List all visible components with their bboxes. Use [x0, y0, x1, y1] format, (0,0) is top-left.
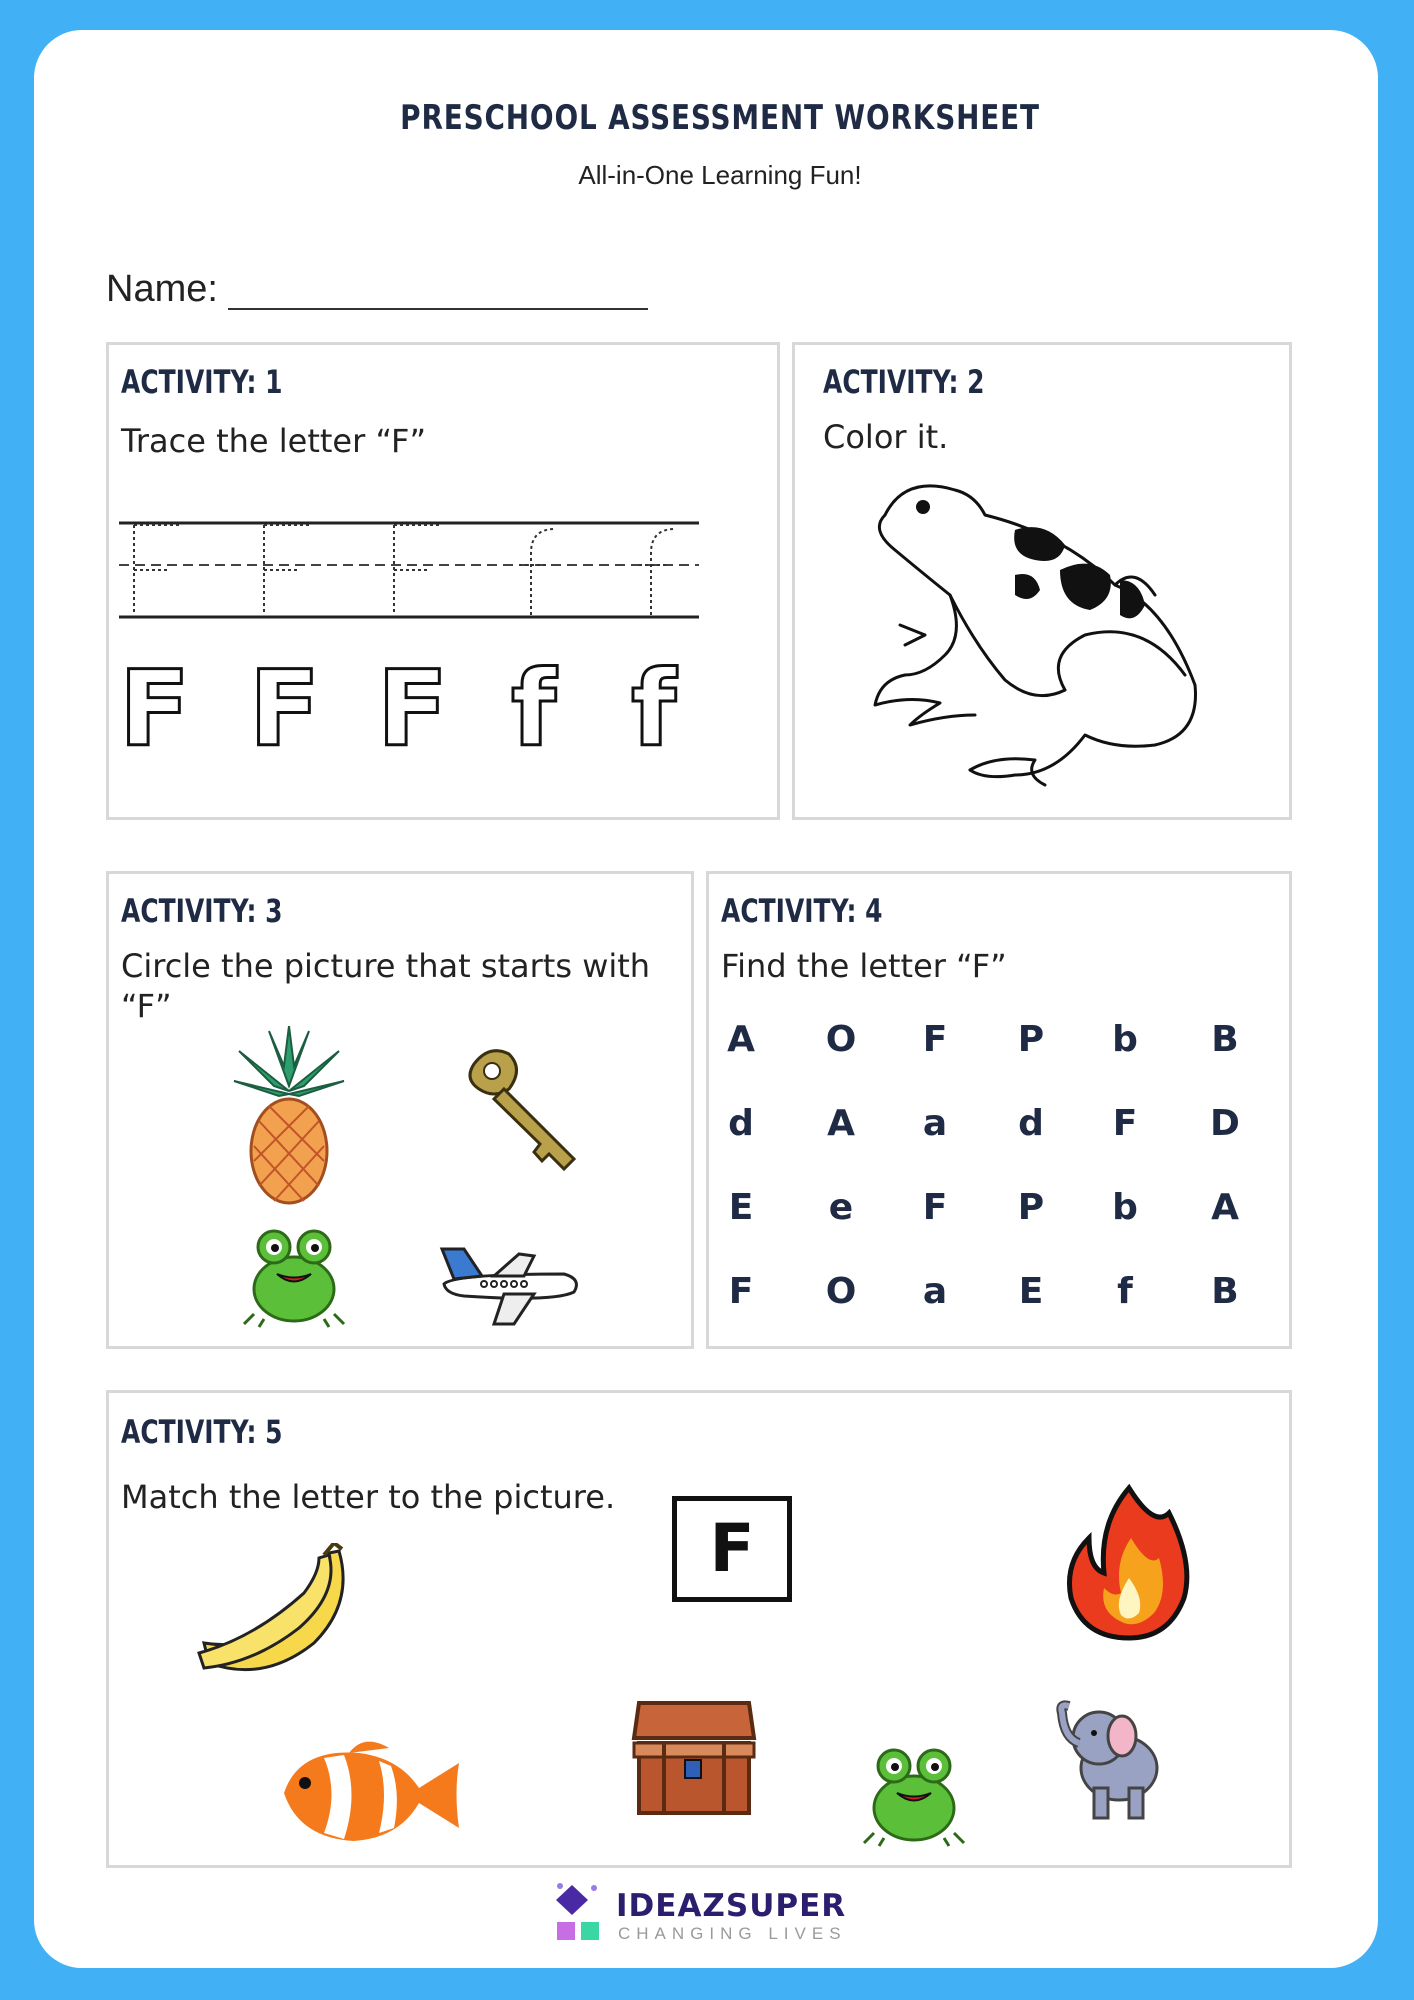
fish-icon[interactable] — [269, 1733, 469, 1848]
match-letter-box[interactable]: F — [672, 1496, 792, 1602]
activity-5-instruction: Match the letter to the picture. — [121, 1478, 616, 1516]
activity-2-heading: ACTIVITY: 2 — [823, 363, 985, 401]
activity-5-heading: ACTIVITY: 5 — [121, 1413, 283, 1451]
trace-letter: F — [377, 648, 449, 770]
name-label: Name: — [106, 268, 218, 310]
activity-4-instruction: Find the letter “F” — [721, 947, 1007, 985]
grid-letter[interactable]: d — [1018, 1103, 1044, 1144]
grid-letter[interactable]: O — [825, 1271, 857, 1312]
page-subtitle: All-in-One Learning Fun! — [578, 160, 862, 190]
trace-letter: F — [119, 648, 191, 770]
grid-letter[interactable]: P — [1017, 1019, 1045, 1060]
banana-icon[interactable] — [194, 1543, 354, 1683]
grid-letter[interactable]: b — [1112, 1019, 1138, 1060]
activity-4-heading: ACTIVITY: 4 — [721, 892, 883, 930]
fire-icon[interactable] — [1059, 1483, 1199, 1643]
activity-4-box — [706, 871, 1292, 1349]
frog-coloring-icon[interactable] — [865, 475, 1225, 795]
activity-1-box — [106, 342, 780, 820]
grid-letter[interactable]: F — [728, 1271, 754, 1312]
grid-letter[interactable]: f — [1117, 1271, 1133, 1312]
trace-letter: F — [249, 648, 321, 770]
grid-letter[interactable]: d — [728, 1103, 754, 1144]
frog-icon[interactable] — [239, 1219, 349, 1329]
grid-letter[interactable]: F — [1112, 1103, 1138, 1144]
grid-letter[interactable]: O — [825, 1019, 857, 1060]
activity-2-instruction: Color it. — [823, 418, 949, 456]
activity-5-box — [106, 1390, 1292, 1868]
grid-letter[interactable]: E — [728, 1187, 754, 1228]
frog-icon[interactable] — [859, 1738, 969, 1848]
trace-letters-area[interactable] — [119, 515, 699, 795]
key-icon[interactable] — [464, 1044, 584, 1174]
activity-3-heading: ACTIVITY: 3 — [121, 892, 283, 930]
grid-letter[interactable]: a — [922, 1271, 948, 1312]
treasure-chest-icon[interactable] — [629, 1698, 759, 1823]
grid-letter[interactable]: B — [1211, 1019, 1239, 1060]
name-field-line[interactable] — [228, 308, 648, 310]
activity-1-instruction: Trace the letter “F” — [121, 422, 427, 460]
grid-letter[interactable]: F — [922, 1019, 948, 1060]
trace-letter: f — [511, 648, 557, 770]
ideazsuper-logo-icon — [550, 1880, 610, 1942]
activity-3-box — [106, 871, 694, 1349]
grid-letter[interactable]: b — [1112, 1187, 1138, 1228]
grid-letter[interactable]: A — [827, 1103, 855, 1144]
grid-letter[interactable]: F — [922, 1187, 948, 1228]
grid-letter[interactable]: A — [727, 1019, 755, 1060]
activity-1-heading: ACTIVITY: 1 — [121, 363, 283, 401]
grid-letter[interactable]: E — [1018, 1271, 1044, 1312]
grid-letter[interactable]: P — [1017, 1187, 1045, 1228]
grid-letter[interactable]: e — [828, 1187, 854, 1228]
airplane-icon[interactable] — [434, 1234, 584, 1329]
trace-letter: f — [631, 648, 677, 770]
activity-3-instruction: Circle the picture that starts with “F” — [121, 947, 651, 1025]
grid-letter[interactable]: D — [1210, 1103, 1240, 1144]
grid-letter[interactable]: A — [1211, 1187, 1239, 1228]
logo-tagline: CHANGING LIVES — [618, 1924, 847, 1943]
page-title: PRESCHOOL ASSESSMENT WORKSHEET — [400, 98, 1040, 138]
elephant-icon[interactable] — [1054, 1698, 1169, 1823]
logo-name: IDEAZSUPER — [616, 1888, 847, 1924]
pineapple-icon[interactable] — [229, 1026, 349, 1206]
grid-letter[interactable]: a — [922, 1103, 948, 1144]
grid-letter[interactable]: B — [1211, 1271, 1239, 1312]
activity-2-box — [792, 342, 1292, 820]
